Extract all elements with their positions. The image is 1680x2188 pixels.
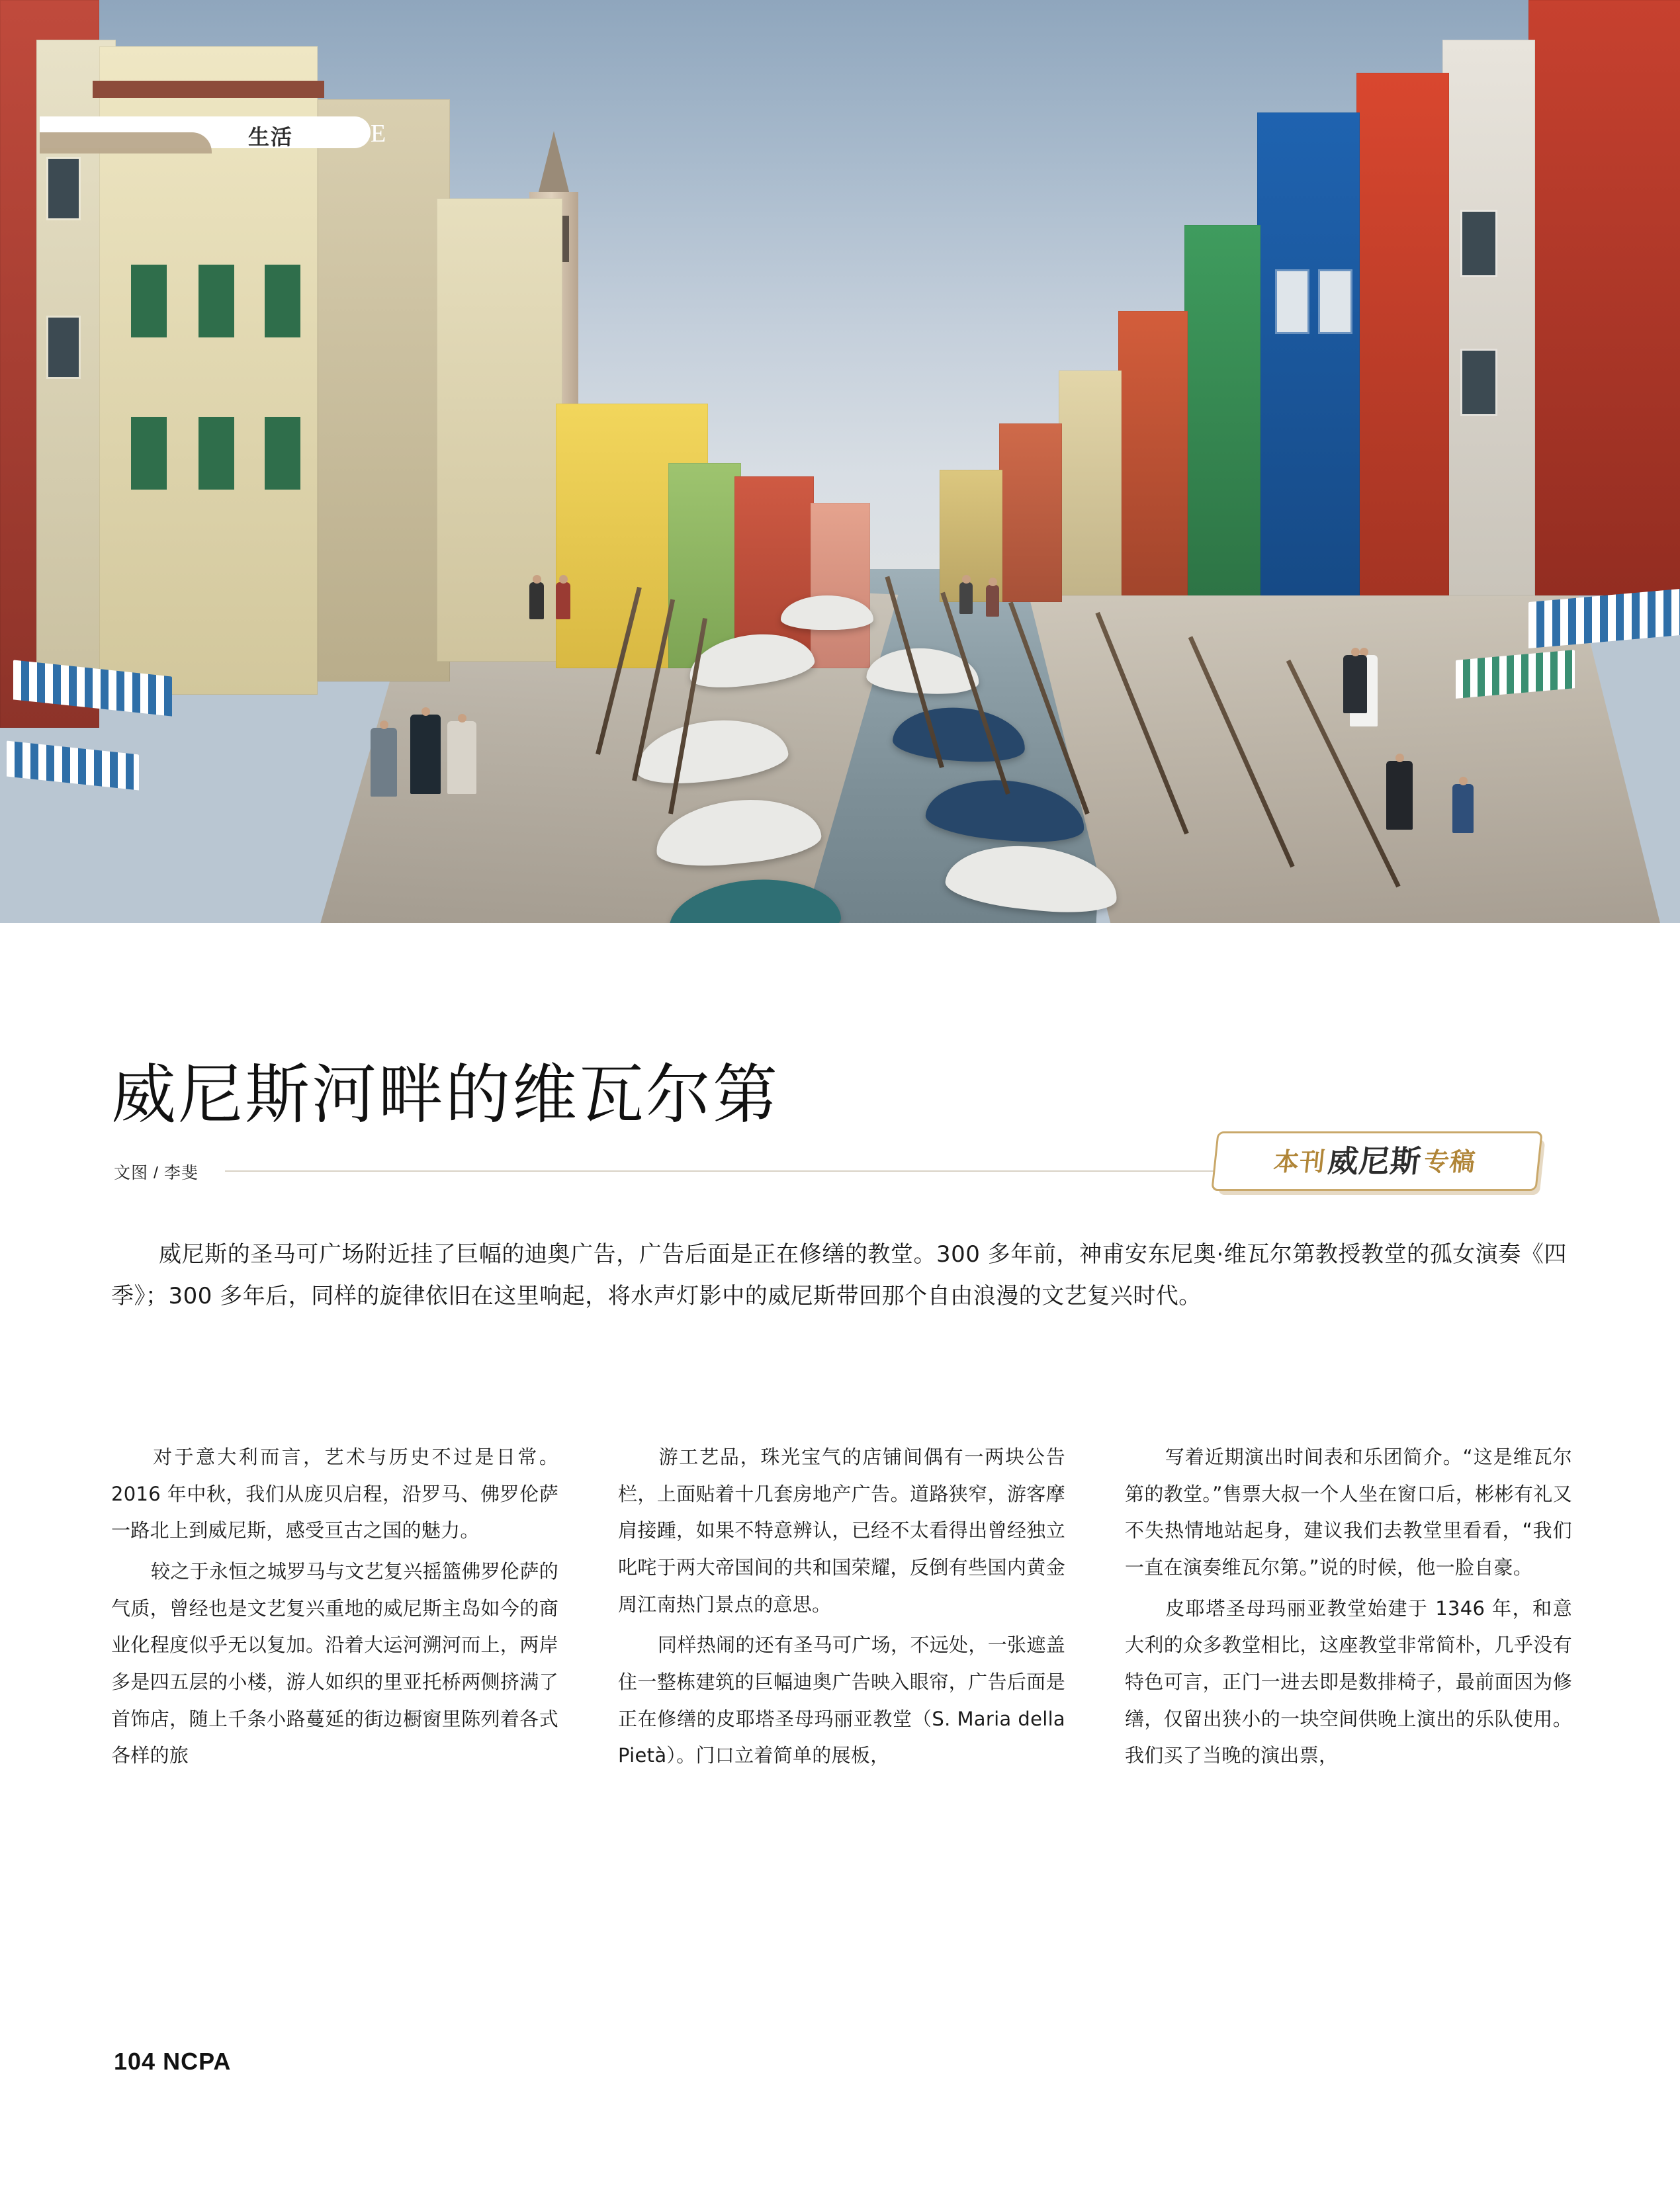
byline-rule [225,1170,1217,1172]
pedestrian [1452,784,1474,833]
feature-stamp-suffix: 专稿 [1422,1148,1478,1176]
lede-text: 威尼斯的圣马可广场附近挂了巨幅的迪奥广告，广告后面是正在修缮的教堂。300 多年前，神甫安东尼奥·维瓦尔第教授教堂的孤女演奏《四季》；300 多年后，同样的旋律依旧在这里响起，将水声灯影中的威尼斯带回那个自由浪漫的文艺复兴时代。 [111,1241,1567,1309]
paragraph-text: 写着近期演出时间表和乐团简介。“这是维瓦尔第的教堂。”售票大叔一个人坐在窗口后，彬彬有礼又不失热情地站起身，建议我们去教堂里看看，“我们一直在演奏维瓦尔第。”说的时候，他一脸自豪。 [1125,1446,1572,1579]
paragraph-text: 皮耶塔圣母玛丽亚教堂始建于 1346 年，和意大利的众多教堂相比，这座教堂非常简朴，几乎没有特色可言，正门一进去即是数排椅子，最前面因为修缮，仅留出狭小的一块空间供晚上演出的乐队使用。我们买了当晚的演出票， [1125,1597,1572,1767]
column-3 [1125,1439,1572,1778]
pedestrian [959,582,973,614]
building-right-4 [1118,311,1188,595]
section-tab-label-en: LIFE [331,120,387,148]
building-left-pink [811,503,870,668]
paragraph-text: 对于意大利而言，艺术与历史不过是日常。2016 年中秋，我们从庞贝启程，沿罗马、佛罗伦萨一路北上到威尼斯，感受亘古之国的魅力。 [111,1446,558,1542]
pedestrian [410,715,441,794]
section-tab-accent [40,132,212,153]
building-right-3 [1356,73,1449,595]
hero-photo [0,0,1680,923]
pedestrian [371,728,397,797]
building-right-6 [999,423,1062,602]
body-columns [111,1439,1573,1778]
feature-stamp-text [1212,1131,1539,1187]
awning-left-2 [7,740,139,790]
paragraph-text: 较之于永恒之城罗马与文艺复兴摇篮佛罗伦萨的气质，曾经也是文艺复兴重地的威尼斯主岛如今的商业化程度似乎无以复加。沿着大运河溯河而上，两岸多是四五层的小楼，游人如织的里亚托桥两侧挤满了首饰店，随上千条小路蔓延的街边橱窗里陈列着各式各样的旅 [111,1560,558,1767]
column-1 [111,1439,558,1778]
building-right-5 [1059,371,1122,595]
feature-stamp-prefix: 本刊 [1272,1148,1327,1176]
building-left-4 [318,99,450,681]
building-left-green [668,463,741,668]
building-right-blue [1257,112,1360,595]
pedestrian [1343,655,1367,713]
paragraph [618,1627,1065,1774]
building-right-2 [1442,40,1535,595]
paragraph [111,1439,558,1550]
pedestrian [529,582,544,619]
paragraph [111,1553,558,1774]
page-title: 威尼斯河畔的维瓦尔第 [111,1057,780,1133]
pedestrian [986,585,999,617]
paragraph [618,1439,1065,1623]
column-2 [618,1439,1065,1778]
lede-paragraph [111,1234,1567,1317]
article-body [0,923,1680,2188]
byline: 文图 / 李斐 [114,1164,199,1182]
paragraph [1125,1591,1572,1774]
section-tab-label-cn: 生活 [248,125,294,149]
building-right-green [1184,225,1260,595]
feature-stamp-emphasis: 威尼斯 [1326,1144,1423,1178]
paragraph-text: 同样热闹的还有圣马可广场，不远处，一张遮盖住一整栋建筑的巨幅迪奥广告映入眼帘，广告后面是正在修缮的皮耶塔圣母玛丽亚教堂（S. Maria della Pietà）。门口立着简单的展板， [618,1634,1065,1767]
pedestrian [447,721,476,794]
building-right-1 [1528,0,1680,595]
pedestrian [1386,761,1413,830]
pedestrian [556,582,570,619]
feature-stamp [1214,1131,1545,1196]
paragraph [1125,1439,1572,1587]
section-tab [40,106,463,159]
page-folio: 104 NCPA [114,2048,232,2075]
paragraph-text: 游工艺品，珠光宝气的店铺间偶有一两块公告栏，上面贴着十几套房地产广告。道路狭窄，游客摩肩接踵，如果不特意辨认，已经不太看得出曾经独立叱咤于两大帝国间的共和国荣耀，反倒有些国内黄金周江南热门景点的意思。 [618,1446,1065,1616]
